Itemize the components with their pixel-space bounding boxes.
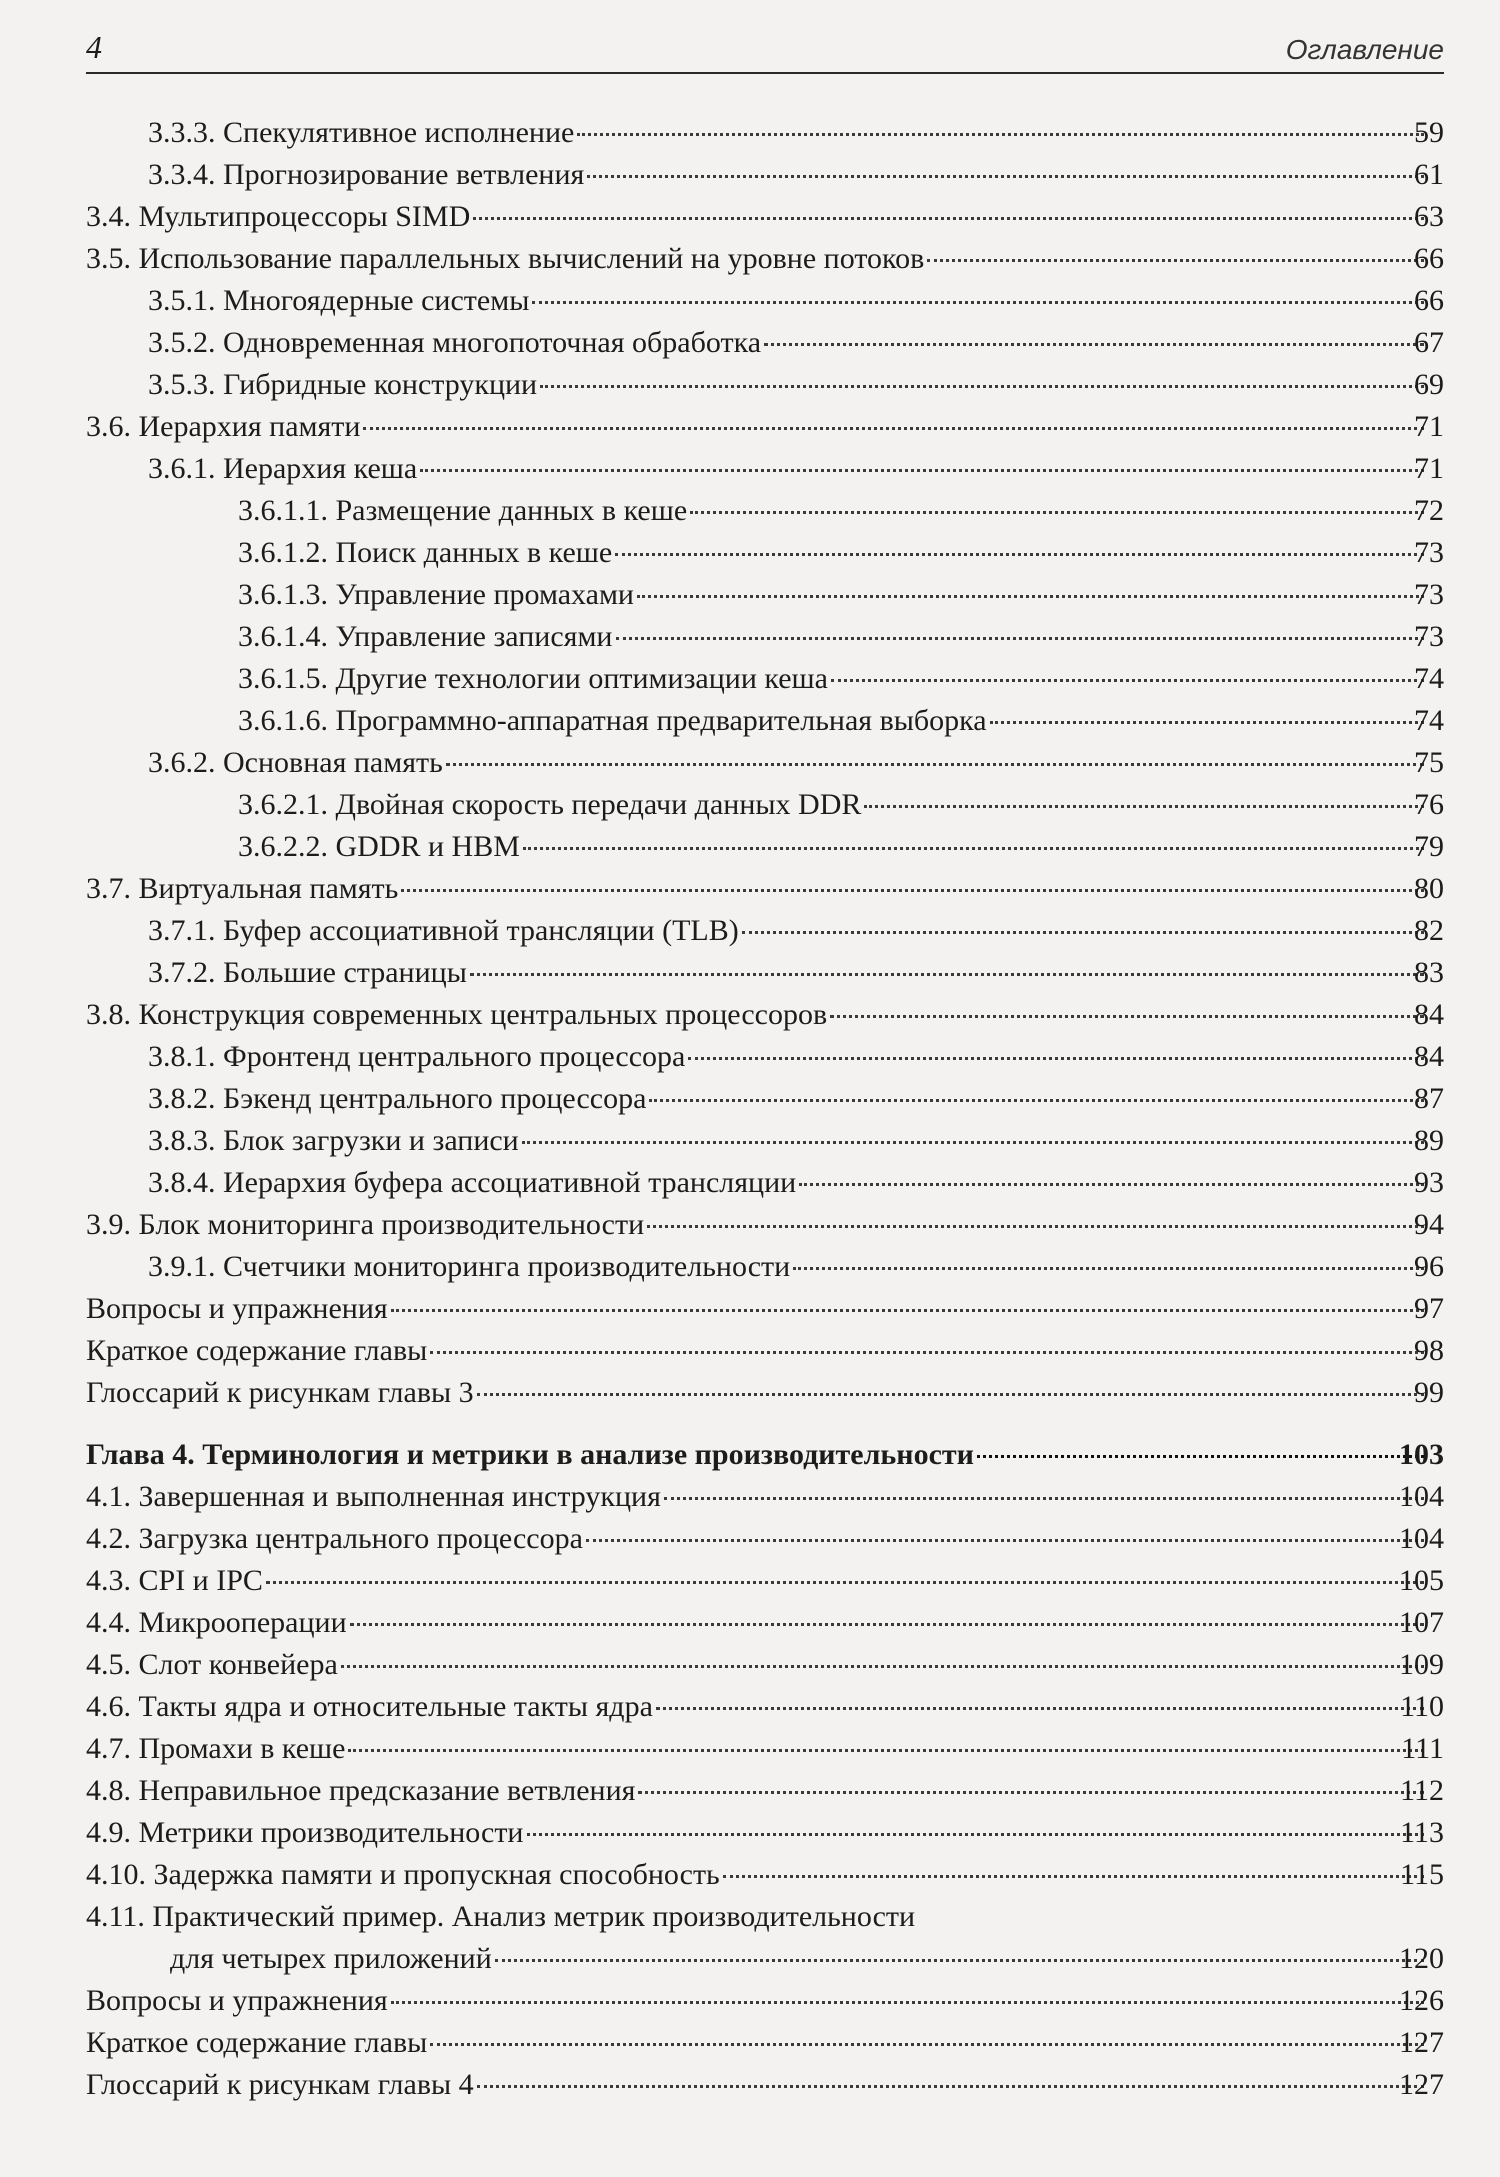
toc-entry-page: 111	[1401, 1732, 1444, 1765]
toc-entry-title: 3.3.3. Спекулятивное исполнение	[148, 116, 575, 149]
toc-entry	[0, 154, 1500, 196]
toc-entry-title: 3.6.2.1. Двойная скорость передачи данных DDR	[238, 788, 862, 821]
toc-entry-title: 3.5.2. Одновременная многопоточная обработка	[148, 326, 762, 359]
toc-entry	[0, 994, 1500, 1036]
toc-entry	[0, 1330, 1500, 1372]
dot-leader	[990, 721, 1424, 724]
toc-entry	[0, 1078, 1500, 1120]
toc-entry-title: 4.8. Неправильное предсказание ветвления	[86, 1774, 636, 1807]
dot-leader	[477, 2085, 1424, 2088]
toc-entry	[0, 1372, 1500, 1414]
toc-entry-title: 4.5. Слот конвейера	[86, 1648, 338, 1681]
toc-entry-title: 3.5. Использование параллельных вычислений на уровне потоков	[86, 242, 925, 275]
toc-entry-title: для четырех приложений	[170, 1942, 492, 1975]
dot-leader	[446, 763, 1424, 766]
dot-leader	[649, 1099, 1424, 1102]
dot-leader	[864, 805, 1424, 808]
toc-entry-page: 74	[1414, 704, 1444, 737]
toc-entry	[0, 322, 1500, 364]
toc-entry-page: 112	[1400, 1774, 1444, 1807]
toc-entry-title: 3.8.3. Блок загрузки и записи	[148, 1124, 519, 1157]
toc-entry-title: 3.6.1.2. Поиск данных в кеше	[238, 536, 613, 569]
toc-entry-page: 98	[1414, 1334, 1444, 1367]
toc-entry-page: 82	[1414, 914, 1444, 947]
dot-leader	[522, 1141, 1424, 1144]
toc-entry-page: 113	[1400, 1816, 1444, 1849]
toc-entry-page: 72	[1414, 494, 1444, 527]
dot-leader	[341, 1665, 1424, 1668]
toc-entry	[0, 1728, 1500, 1770]
dot-leader	[363, 427, 1424, 430]
dot-leader	[430, 2043, 1424, 2046]
toc-entry-page: 103	[1399, 1438, 1444, 1471]
page-number: 4	[86, 29, 102, 65]
toc-entry-page: 110	[1400, 1690, 1444, 1723]
toc-entry-title: 3.6.2.2. GDDR и HBM	[238, 830, 520, 863]
toc-entry-page: 126	[1399, 1984, 1444, 2017]
toc-entry-page: 61	[1414, 158, 1444, 191]
toc-entry-title: Краткое содержание главы	[86, 1334, 428, 1367]
toc-entry-title: Вопросы и упражнения	[86, 1984, 388, 2017]
toc-entry-page: 120	[1399, 1942, 1444, 1975]
dot-leader	[742, 931, 1424, 934]
toc-entry-title: 3.5.1. Многоядерные системы	[148, 284, 530, 317]
toc-entry-page: 76	[1414, 788, 1444, 821]
toc-entry-page: 115	[1400, 1858, 1444, 1891]
dot-leader	[420, 469, 1424, 472]
dot-leader	[391, 2001, 1424, 2004]
toc-entry-title: 3.8. Конструкция современных центральных процессоров	[86, 998, 828, 1031]
toc-entry	[0, 1854, 1500, 1896]
toc-entry-title: 4.1. Завершенная и выполненная инструкция	[86, 1480, 661, 1513]
dot-leader	[927, 259, 1424, 262]
dot-leader	[616, 637, 1425, 640]
running-header	[86, 26, 1444, 74]
toc-entry	[0, 2064, 1500, 2106]
dot-leader	[477, 1393, 1424, 1396]
toc-entry-page: 127	[1399, 2026, 1444, 2059]
toc-entry-page: 73	[1414, 578, 1444, 611]
toc-entry	[0, 406, 1500, 448]
toc-entry-page: 107	[1399, 1606, 1444, 1639]
toc-entry-title: 3.6.1.4. Управление записями	[238, 620, 613, 653]
dot-leader	[831, 679, 1424, 682]
toc-entry-title: 3.6.1.1. Размещение данных в кеше	[238, 494, 688, 527]
toc-entry-title: Краткое содержание главы	[86, 2026, 428, 2059]
toc-entry	[0, 1162, 1500, 1204]
toc-entry-title: 3.3.4. Прогнозирование ветвления	[148, 158, 585, 191]
toc-entry	[0, 1288, 1500, 1330]
toc-entry-title: 3.6.1. Иерархия кеша	[148, 452, 418, 485]
toc-entry-page: 71	[1414, 452, 1444, 485]
toc-entry	[0, 868, 1500, 910]
toc-entry	[0, 826, 1500, 868]
toc-entry-page: 99	[1414, 1376, 1444, 1409]
toc-entry-page: 84	[1414, 998, 1444, 1031]
toc-entry-title: 3.6.2. Основная память	[148, 746, 443, 779]
toc-entry	[0, 196, 1500, 238]
dot-leader	[586, 1539, 1424, 1542]
dot-leader	[523, 847, 1424, 850]
dot-leader	[647, 1225, 1424, 1228]
toc-entry-title: 3.6.1.6. Программно-аппаратная предварительная выборка	[238, 704, 987, 737]
toc-entry	[0, 658, 1500, 700]
toc-entry	[0, 700, 1500, 742]
dot-leader	[473, 217, 1424, 220]
dot-leader	[540, 385, 1424, 388]
dot-leader	[527, 1833, 1425, 1836]
toc-entry	[0, 1602, 1500, 1644]
toc-entry	[0, 1476, 1500, 1518]
toc-entry-title: 4.3. CPI и IPC	[86, 1564, 263, 1597]
toc-entry	[0, 1812, 1500, 1854]
dot-leader	[391, 1309, 1424, 1312]
dot-leader	[723, 1875, 1424, 1878]
dot-leader	[577, 133, 1424, 136]
toc-entry	[0, 532, 1500, 574]
toc-entry-title: Вопросы и упражнения	[86, 1292, 388, 1325]
toc-entry	[0, 1770, 1500, 1812]
dot-leader	[430, 1351, 1424, 1354]
dot-leader	[615, 553, 1424, 556]
toc-entry-page: 97	[1414, 1292, 1444, 1325]
toc-entry-title: Глава 4. Терминология и метрики в анализе производительности	[86, 1438, 974, 1471]
toc-entry	[0, 910, 1500, 952]
toc-entry-page: 109	[1399, 1648, 1444, 1681]
toc-entry-page: 66	[1414, 242, 1444, 275]
dot-leader	[587, 175, 1424, 178]
toc-entry-page: 84	[1414, 1040, 1444, 1073]
toc-entry	[0, 1686, 1500, 1728]
toc-entry-page: 73	[1414, 536, 1444, 569]
toc-entry-title: 3.8.1. Фронтенд центрального процессора	[148, 1040, 686, 1073]
toc-entry-page: 105	[1399, 1564, 1444, 1597]
dot-leader	[266, 1581, 1424, 1584]
toc-entry-title: 3.5.3. Гибридные конструкции	[148, 368, 538, 401]
toc-chapter-heading	[0, 1434, 1500, 1476]
dot-leader	[350, 1623, 1424, 1626]
toc-entry-title: 3.9. Блок мониторинга производительности	[86, 1208, 645, 1241]
toc-entry-continuation	[0, 1938, 1500, 1980]
toc-entry-title: 4.7. Промахи в кеше	[86, 1732, 346, 1765]
toc-entry-title: 4.2. Загрузка центрального процессора	[86, 1522, 583, 1555]
toc-entry-title: 3.6.1.5. Другие технологии оптимизации кеша	[238, 662, 828, 695]
toc-entry-title-first-line: 4.11. Практический пример. Анализ метрик производительности	[86, 1900, 916, 1933]
toc-entry-page: 73	[1414, 620, 1444, 653]
toc-entry-title: 3.8.4. Иерархия буфера ассоциативной трансляции	[148, 1166, 797, 1199]
toc-entry-title: 3.7.2. Большие страницы	[148, 956, 467, 989]
toc-entry	[0, 280, 1500, 322]
toc-entry-title: 4.9. Метрики производительности	[86, 1816, 524, 1849]
toc-entry-page: 59	[1414, 116, 1444, 149]
toc-entry	[0, 364, 1500, 406]
toc-entry	[0, 1560, 1500, 1602]
toc-entry-title: 3.6. Иерархия памяти	[86, 410, 361, 443]
toc-entry	[0, 1246, 1500, 1288]
toc-entry-title: Глоссарий к рисункам главы 4	[86, 2068, 474, 2101]
toc-entry-page: 69	[1414, 368, 1444, 401]
toc-entry	[0, 742, 1500, 784]
toc-entry-title: 3.7. Виртуальная память	[86, 872, 399, 905]
toc-entry-page: 71	[1414, 410, 1444, 443]
toc-entry	[0, 2022, 1500, 2064]
dot-leader	[401, 889, 1424, 892]
dot-leader	[470, 973, 1424, 976]
toc-entry	[0, 448, 1500, 490]
toc-entry-title: 4.10. Задержка памяти и пропускная способность	[86, 1858, 720, 1891]
toc-entry	[0, 616, 1500, 658]
toc-entry	[0, 1980, 1500, 2022]
toc-entry	[0, 952, 1500, 994]
dot-leader	[830, 1015, 1424, 1018]
dot-leader	[764, 343, 1424, 346]
toc-entry-page: 96	[1414, 1250, 1444, 1283]
toc-entry-page: 104	[1399, 1480, 1444, 1513]
dot-leader	[348, 1749, 1424, 1752]
dot-leader	[637, 595, 1424, 598]
toc-entry-page: 63	[1414, 200, 1444, 233]
dot-leader	[688, 1057, 1424, 1060]
toc-entry-title: Глоссарий к рисункам главы 3	[86, 1376, 474, 1409]
toc-entry	[0, 112, 1500, 154]
toc-entry-page: 127	[1399, 2068, 1444, 2101]
toc-entry	[0, 1644, 1500, 1686]
dot-leader	[664, 1497, 1424, 1500]
toc-entry	[0, 784, 1500, 826]
toc-entry-page: 104	[1399, 1522, 1444, 1555]
toc-entry	[0, 1036, 1500, 1078]
dot-leader	[793, 1267, 1424, 1270]
toc-entry-page: 83	[1414, 956, 1444, 989]
dot-leader	[799, 1183, 1424, 1186]
toc-entry-title: 3.9.1. Счетчики мониторинга производительности	[148, 1250, 791, 1283]
toc-entry-title: 3.7.1. Буфер ассоциативной трансляции (TLB)	[148, 914, 739, 947]
toc-entry-page: 79	[1414, 830, 1444, 863]
toc-entry-page: 93	[1414, 1166, 1444, 1199]
toc-entry-page: 89	[1414, 1124, 1444, 1157]
toc-entry-page: 74	[1414, 662, 1444, 695]
toc-entry-page: 87	[1414, 1082, 1444, 1115]
toc-entry-page: 80	[1414, 872, 1444, 905]
toc-entry-page: 66	[1414, 284, 1444, 317]
section-title: Оглавление	[1285, 34, 1444, 65]
toc-entry	[0, 238, 1500, 280]
toc-entry	[0, 574, 1500, 616]
toc-entry-title: 3.4. Мультипроцессоры SIMD	[86, 200, 471, 233]
dot-leader	[638, 1791, 1424, 1794]
dot-leader	[656, 1707, 1424, 1710]
toc-entry-title: 4.6. Такты ядра и относительные такты ядра	[86, 1690, 653, 1723]
toc-entry	[0, 1120, 1500, 1162]
dot-leader	[690, 511, 1424, 514]
toc-entry	[0, 490, 1500, 532]
toc-entry-title: 3.6.1.3. Управление промахами	[238, 578, 634, 611]
toc-entry-title: 4.4. Микрооперации	[86, 1606, 347, 1639]
toc-entry-page: 94	[1414, 1208, 1444, 1241]
toc-entry	[0, 1204, 1500, 1246]
toc-entry	[0, 1518, 1500, 1560]
toc-entry-title: 3.8.2. Бэкенд центрального процессора	[148, 1082, 647, 1115]
toc-entry-page: 75	[1414, 746, 1444, 779]
dot-leader	[532, 301, 1424, 304]
dot-leader	[977, 1455, 1424, 1458]
toc-entry-page: 67	[1414, 326, 1444, 359]
dot-leader	[495, 1959, 1424, 1962]
